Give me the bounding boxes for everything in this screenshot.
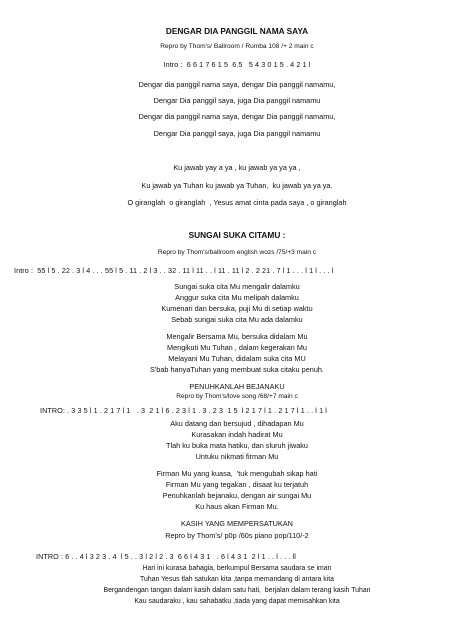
lyric-line: Penuhkanlah bejanaku, dengan air sungai Mu — [162, 491, 312, 500]
lyric-line: Firman Mu yang tegakan , disaat ku terjatuh — [165, 480, 309, 489]
lyric-line: Kau saudaraku , kau sahabatku ,tiada yang dapat memisahkan kita — [134, 598, 340, 605]
lyric-line: O giranglah o giranglah , Yesus amat cinta pada saya , o giranglah — [127, 198, 347, 207]
lyric-line: Sungai suka cita Mu mengalir dalamku — [174, 282, 300, 291]
lyric-line: Kumenari dan bersuka, puji Mu di setiap waktu — [161, 304, 313, 313]
song-intro-notation: Intro : 6 6 1 7 6 1 5 6.5 5 4 3 0 1 5 . 4 2 1 l — [163, 60, 311, 69]
song-repro-credit: Repro by Thom's/ballroom english wozs /75/+3 main c — [157, 249, 317, 256]
song-repro-credit: Repro by Thom's/ p0p /60s piano pop/110/-2 — [165, 531, 309, 540]
lyric-line: Anggur suka cita Mu melipah dalamku — [175, 293, 299, 302]
song-repro-credit: Repro by Thom's/love song /68/+7 main c — [176, 393, 298, 400]
lyric-line: Ku jawab yay a ya , ku jawab ya ya ya , — [173, 163, 301, 172]
song-title: KASIH YANG MEMPERSATUKAN — [181, 519, 293, 528]
lyric-line: Firman Mu yang kuasa, 'tuk mengubah sikap hati — [156, 469, 318, 478]
song-intro-notation: INTRO: . 3 3 5 l 1 . 2 1 7 l 1 . 3 2 1 l 6 . 2 3 l 1 . 3 . 2 3 1 5 l 2 1 7 l 1 . 2 1 7 l 1 . . l 1 l — [40, 406, 327, 415]
lyric-line: Bergandengan tangan dalam kasih dalam satu hati, berjalan dalam terang kasih Tuhan — [103, 587, 371, 594]
lyric-line: Dengar dia panggil nama saya, dengar Dia panggil namamu, — [138, 112, 336, 121]
lyric-line: Hari ini kurasa bahagia, berkumpul Bersama saudara se iman — [142, 565, 332, 572]
lyric-line: S'bab hanyaTuhan yang membuat suka citaku penuh. — [150, 365, 324, 374]
lyric-line: Kurasakan indah hadirat Mu — [191, 430, 283, 439]
lyric-line: Dengar Dia panggil saya, juga Dia panggil namamu — [153, 129, 321, 138]
lyric-line: Melayani Mu Tuhan, didalam suka cita MU — [168, 354, 306, 363]
lyric-line: Dengar Dia panggil saya, juga Dia panggil namamu — [153, 96, 321, 105]
song-intro-notation: Intro : 55 l 5 . 22 . 3 l 4 . . . 55 l 5 . 11 . 2 l 3 . . 32 . 11 l 11 . . l 11 . 11 l 2 . 2 21 . 7 l 1 . . . l 1 l . . . l — [14, 266, 334, 275]
lyric-line: Tuhan Yesus tlah satukan kita ,tanpa memandang di antara kita — [140, 576, 334, 583]
song-title: PENUHKANLAH BEJANAKU — [189, 382, 285, 391]
lyric-line: Ku jawab ya Tuhan ku jawab ya Tuhan, ku jawab ya ya ya. — [141, 181, 333, 190]
song-title: SUNGAI SUKA CITAMU : — [188, 230, 286, 240]
lyric-line: Tlah ku buka mata hatiku, dan sluruh jiwaku — [166, 441, 308, 450]
lyric-line: Sebab sungai suka cita Mu ada dalamku — [171, 315, 303, 324]
lyric-line: Mengikuti Mu Tuhan , dalam kegerakan Mu — [167, 343, 307, 352]
lyric-line: Aku datang dan bersujud , dihadapan Mu — [170, 419, 304, 428]
song-repro-credit: Repro by Thom's/ Ballroom / Rumba 108 /+ 2 main c — [160, 43, 314, 50]
lyric-line: Dengar dia panggil nama saya, dengar Dia panggil namamu, — [138, 80, 336, 89]
song-title: DENGAR DIA PANGGIL NAMA SAYA — [165, 26, 309, 36]
lyric-line: Untuku nikmati firman Mu — [195, 452, 279, 461]
lyric-line: Ku haus akan Firman Mu. — [195, 502, 279, 511]
lyric-line: Mengalir Bersama Mu, bersuka didalam Mu — [166, 332, 308, 341]
song-intro-notation: INTRO : 6 . . 4 l 3 2 3 . 4 l 5 . . 3 l 2 l 2 . 3 6 6 l 4 3 1 . 6 l 4 3 1 2 l 1 . . l . . . ll — [36, 552, 296, 561]
